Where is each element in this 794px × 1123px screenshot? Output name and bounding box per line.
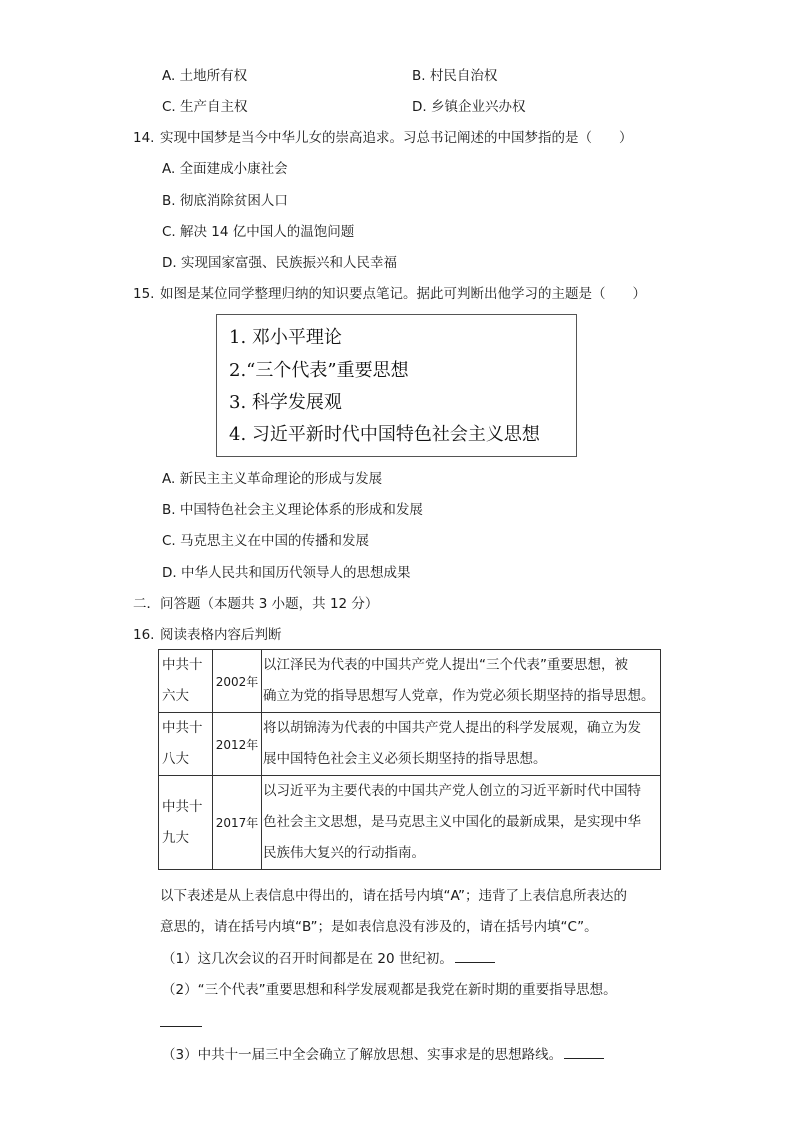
knowledge-notes-box [216, 314, 577, 457]
q14-option-b: B. 彻底消除贫困人口 [162, 193, 288, 209]
q14-option-c: C. 解决 14 亿中国人的温饱问题 [162, 224, 355, 240]
answer-blank[interactable] [455, 948, 495, 963]
congress-table [158, 649, 661, 870]
q16-item-1: （1）这几次会议的召开时间都是在 20 世纪初。 [162, 948, 495, 969]
q14-stem: 实现中国梦是当今中华儿女的崇高追求。习总书记阐述的中国梦指的是（ ） [160, 130, 633, 146]
q14-option-a: A. 全面建成小康社会 [162, 161, 288, 177]
note-item: 3. 科学发展观 [229, 392, 342, 413]
q13-option-c: C. 生产自主权 [162, 99, 248, 115]
answer-blank[interactable] [160, 1026, 202, 1027]
note-item: 1. 邓小平理论 [229, 327, 342, 348]
year-cell: 2017年 [213, 776, 262, 870]
year-cell: 2012年 [213, 713, 262, 776]
table-row [159, 776, 661, 870]
content-cell: 将以胡锦涛为代表的中国共产党人提出的科学发展观，确立为发 展中国特色社会主义必须长期坚持的指导思想。 [262, 713, 661, 776]
q15-option-b: B. 中国特色社会主义理论体系的形成和发展 [162, 502, 423, 518]
table-row [159, 650, 661, 713]
q15-option-c: C. 马克思主义在中国的传播和发展 [162, 533, 370, 549]
table-row [159, 713, 661, 776]
q16-instruction: 以下表述是从上表信息中得出的，请在括号内填“A”；违背了上表信息所表达的 [160, 888, 628, 904]
congress-cell: 中共十 九大 [159, 776, 213, 870]
q15-option-a: A. 新民主主义革命理论的形成与发展 [162, 471, 383, 487]
congress-cell: 中共十 六大 [159, 650, 213, 713]
content-cell: 以江泽民为代表的中国共产党人提出“三个代表”重要思想，被 确立为党的指导思想写人党章，作为党必须长期坚持的指导思想。 [262, 650, 661, 713]
answer-blank[interactable] [564, 1044, 604, 1059]
q15-number: 15. [133, 286, 155, 302]
q16-number: 16. [133, 627, 155, 643]
note-item: 4. 习近平新时代中国特色社会主义思想 [229, 424, 540, 445]
q16-item-3: （3）中共十一届三中全会确立了解放思想、实事求是的思想路线。 [162, 1044, 604, 1065]
year-cell: 2002年 [213, 650, 262, 713]
q16-instruction: 意思的，请在括号内填“B”；是如表信息没有涉及的，请在括号内填“C”。 [160, 919, 598, 935]
q13-option-d: D. 乡镇企业兴办权 [412, 99, 526, 115]
q16-stem: 阅读表格内容后判断 [160, 627, 282, 643]
q13-option-b: B. 村民自治权 [412, 68, 498, 84]
q15-stem: 如图是某位同学整理归纳的知识要点笔记。据此可判断出他学习的主题是（ ） [160, 286, 646, 302]
q16-item-2: （2）“三个代表”重要思想和科学发展观都是我党在新时期的重要指导思想。 [162, 982, 617, 998]
q14-option-d: D. 实现国家富强、民族振兴和人民幸福 [162, 255, 397, 271]
q15-option-d: D. 中华人民共和国历代领导人的思想成果 [162, 565, 411, 581]
note-item: 2.“三个代表”重要思想 [229, 360, 409, 381]
content-cell: 以习近平为主要代表的中国共产党人创立的习近平新时代中国特 色社会主文思想，是马克思主义中国化的最新成果，是实现中华 民族伟大复兴的行动指南。 [262, 776, 661, 870]
section-heading: 二．问答题（本题共 3 小题，共 12 分） [133, 596, 379, 612]
q14-number: 14. [133, 130, 155, 146]
congress-cell: 中共十 八大 [159, 713, 213, 776]
q13-option-a: A. 土地所有权 [162, 68, 248, 84]
